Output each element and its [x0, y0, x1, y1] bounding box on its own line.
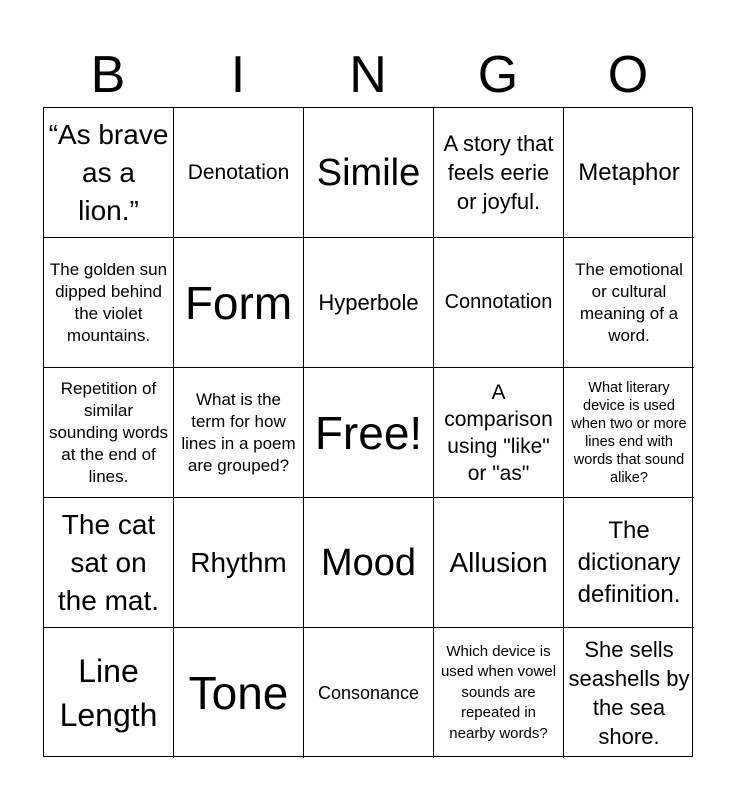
cell-text: Hyperbole	[318, 290, 419, 315]
cell-text: The golden sun dipped behind the violet mountains.	[49, 259, 168, 345]
cell-text: Consonance	[317, 683, 420, 703]
bingo-cell-r4-c3[interactable]	[304, 498, 434, 628]
bingo-cell-r3-c3-free-space[interactable]	[304, 368, 434, 498]
bingo-cell-r3-c1[interactable]	[44, 368, 174, 498]
bingo-cell-r4-c4[interactable]	[434, 498, 564, 628]
bingo-cell-r5-c4[interactable]	[434, 628, 564, 758]
cell-text: Mood	[320, 541, 417, 584]
bingo-cell-r2-c1[interactable]	[44, 238, 174, 368]
cell-text: The emotional or cultural meaning of a word.	[575, 259, 683, 345]
cell-text: Rhythm	[190, 546, 287, 578]
free-space-label: Free!	[314, 406, 423, 459]
bingo-cell-r4-c2[interactable]	[174, 498, 304, 628]
bingo-cell-r3-c5[interactable]	[564, 368, 694, 498]
cell-text: A story that feels eerie or joyful.	[443, 131, 554, 214]
cell-text: “As brave as a lion.”	[48, 118, 169, 226]
bingo-cell-r1-c5[interactable]	[564, 108, 694, 238]
bingo-cell-r4-c1[interactable]	[44, 498, 174, 628]
cell-text: What is the term for how lines in a poem are grouped?	[181, 389, 296, 475]
bingo-header	[43, 42, 693, 108]
header-letter-i: I	[230, 46, 246, 104]
bingo-cell-r1-c2[interactable]	[174, 108, 304, 238]
cell-text: Metaphor	[578, 158, 680, 186]
bingo-cell-r2-c4[interactable]	[434, 238, 564, 368]
header-letter-n: N	[349, 46, 387, 104]
cell-text: Line Length	[59, 653, 158, 733]
header-letter-g: G	[477, 46, 519, 104]
bingo-cell-r1-c1[interactable]	[44, 108, 174, 238]
bingo-cell-r5-c5[interactable]	[564, 628, 694, 758]
cell-text: She sells seashells by the sea shore.	[568, 637, 690, 749]
bingo-cell-r5-c2[interactable]	[174, 628, 304, 758]
cell-text: Allusion	[449, 546, 548, 578]
cell-text: Repetition of similar sounding words at the end of lines.	[48, 378, 169, 486]
bingo-cell-r5-c1[interactable]	[44, 628, 174, 758]
bingo-cell-r3-c2[interactable]	[174, 368, 304, 498]
bingo-cell-r2-c3[interactable]	[304, 238, 434, 368]
bingo-cell-r1-c3[interactable]	[304, 108, 434, 238]
cell-text: Connotation	[444, 291, 553, 313]
bingo-card-grid	[43, 107, 693, 757]
header-letter-b: B	[90, 46, 126, 104]
cell-text: Denotation	[187, 161, 290, 184]
cell-text: Simile	[316, 151, 421, 194]
bingo-cell-r4-c5[interactable]	[564, 498, 694, 628]
bingo-cell-r3-c4[interactable]	[434, 368, 564, 498]
cell-text: Tone	[188, 667, 289, 719]
cell-text: A comparison using "like" or "as"	[444, 380, 553, 485]
cell-text: The cat sat on the mat.	[57, 508, 160, 616]
bingo-cell-r5-c3[interactable]	[304, 628, 434, 758]
bingo-cell-r2-c2[interactable]	[174, 238, 304, 368]
cell-text: The dictionary definition.	[577, 516, 681, 608]
cell-text: Which device is used when vowel sounds are repeated in nearby words?	[440, 642, 557, 742]
cell-text: Form	[184, 276, 293, 329]
bingo-cell-r1-c4[interactable]	[434, 108, 564, 238]
bingo-cell-r2-c5[interactable]	[564, 238, 694, 368]
cell-text: What literary device is used when two or more lines end with words that sound alike?	[571, 379, 687, 486]
header-letter-o: O	[607, 46, 649, 104]
